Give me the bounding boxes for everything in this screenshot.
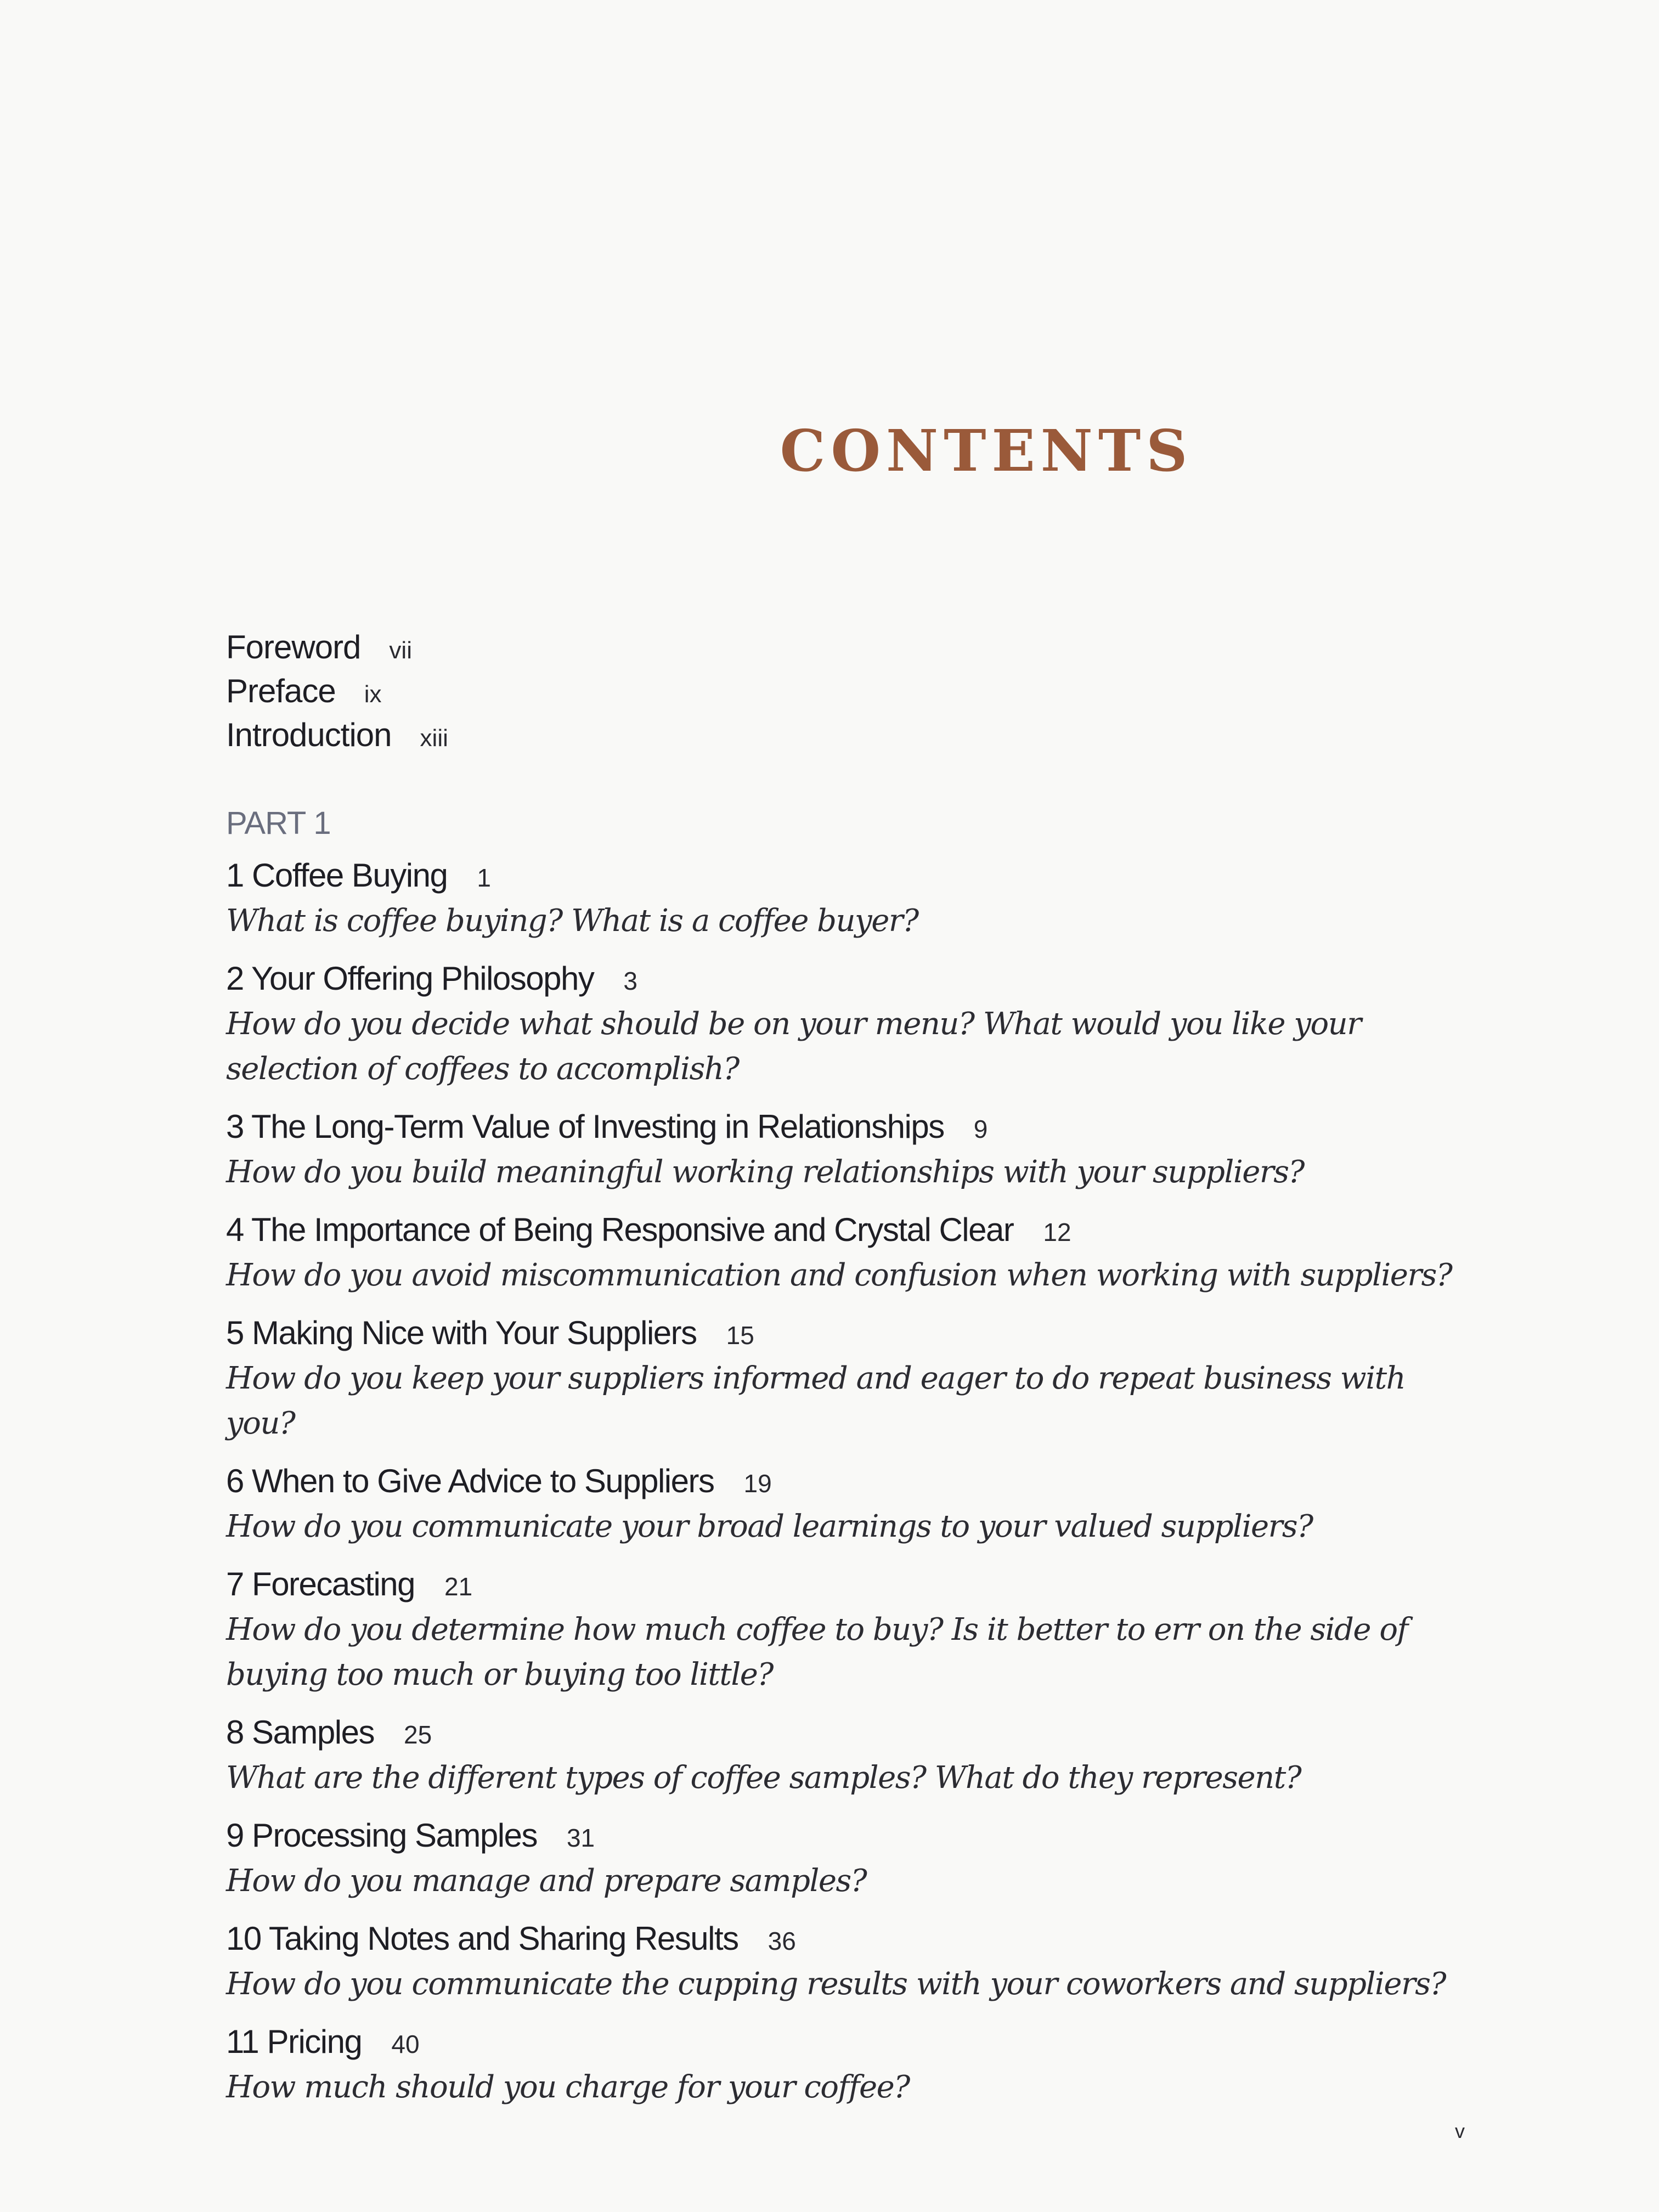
chapter-title: 8 Samples — [226, 1714, 374, 1751]
chapter-heading — [226, 2019, 1466, 2065]
chapter-entry — [226, 2019, 1466, 2110]
chapter-heading — [226, 853, 1466, 899]
chapter-description: How do you communicate the cupping results with your coworkers and suppliers? — [226, 1966, 1446, 2002]
chapter-description: What is coffee buying? What is a coffee buyer? — [226, 903, 918, 939]
chapter-description: How do you keep your suppliers informed and eager to do repeat business with you? — [226, 1361, 1406, 1441]
chapter-description: How much should you charge for your coffee? — [226, 2069, 910, 2105]
chapter-heading — [226, 956, 1466, 1002]
front-matter-list — [226, 625, 1466, 757]
front-matter-page: xiii — [420, 725, 448, 752]
chapter-page-number: 19 — [743, 1469, 772, 1498]
front-matter-item — [226, 669, 1466, 713]
page-folio: v — [1455, 2120, 1465, 2142]
chapter-title: 2 Your Offering Philosophy — [226, 960, 594, 997]
chapter-entry — [226, 853, 1466, 944]
chapter-description: How do you manage and prepare samples? — [226, 1863, 867, 1899]
chapter-entry — [226, 1916, 1466, 2007]
chapter-page-number: 12 — [1043, 1218, 1071, 1246]
chapter-heading — [226, 1916, 1466, 1962]
chapter-entry — [226, 956, 1466, 1092]
chapter-entry — [226, 1458, 1466, 1549]
front-matter-title: Introduction — [226, 716, 392, 753]
chapter-title: 5 Making Nice with Your Suppliers — [226, 1314, 697, 1351]
part-label: PART 1 — [226, 805, 331, 841]
chapter-entry — [226, 1813, 1466, 1904]
chapter-page-number: 1 — [477, 864, 491, 892]
front-matter-title: Foreword — [226, 629, 361, 665]
chapter-description: How do you communicate your broad learnings to your valued suppliers? — [226, 1509, 1313, 1544]
chapter-page-number: 3 — [623, 967, 637, 995]
front-matter-item — [226, 713, 1466, 757]
chapter-title: 7 Forecasting — [226, 1566, 415, 1602]
front-matter-page: ix — [364, 681, 382, 708]
chapter-entry — [226, 1207, 1466, 1298]
chapter-description: What are the different types of coffee samples? What do they represent? — [226, 1760, 1301, 1796]
page-title: CONTENTS — [780, 417, 1193, 484]
chapter-heading — [226, 1104, 1466, 1150]
chapter-heading — [226, 1310, 1466, 1356]
chapter-title: 6 When to Give Advice to Suppliers — [226, 1463, 714, 1499]
front-matter-item — [226, 625, 1466, 669]
chapter-description: How do you avoid miscommunication and confusion when working with suppliers? — [226, 1257, 1452, 1293]
chapter-entry — [226, 1709, 1466, 1801]
chapter-page-number: 15 — [726, 1321, 754, 1350]
chapter-heading — [226, 1561, 1466, 1607]
chapter-title: 4 The Importance of Being Responsive and Crystal Clear — [226, 1211, 1014, 1248]
chapter-description: How do you decide what should be on your menu? What would you like your selection of coffees to accomplish? — [226, 1006, 1361, 1087]
chapter-title: 1 Coffee Buying — [226, 857, 448, 894]
chapter-page-number: 31 — [566, 1824, 595, 1852]
table-of-contents — [226, 625, 1466, 2122]
chapter-entry — [226, 1561, 1466, 1697]
chapter-title: 11 Pricing — [226, 2023, 362, 2060]
chapter-heading — [226, 1458, 1466, 1504]
chapter-entry — [226, 1310, 1466, 1446]
chapter-page-number: 9 — [973, 1115, 988, 1143]
chapter-entry — [226, 1104, 1466, 1195]
chapter-page-number: 36 — [768, 1927, 796, 1955]
chapter-heading — [226, 1709, 1466, 1756]
chapter-page-number: 21 — [444, 1572, 473, 1601]
chapter-page-number: 40 — [391, 2030, 420, 2058]
chapter-list — [226, 853, 1466, 2110]
chapter-title: 3 The Long-Term Value of Investing in Relationships — [226, 1108, 944, 1145]
chapter-title: 9 Processing Samples — [226, 1817, 537, 1854]
front-matter-title: Preface — [226, 673, 336, 709]
chapter-description: How do you determine how much coffee to buy? Is it better to err on the side of buying too much or buying too little? — [226, 1612, 1408, 1692]
chapter-heading — [226, 1813, 1466, 1859]
chapter-title: 10 Taking Notes and Sharing Results — [226, 1920, 738, 1957]
front-matter-page: vii — [389, 637, 412, 664]
chapter-description: How do you build meaningful working relationships with your suppliers? — [226, 1154, 1304, 1190]
chapter-page-number: 25 — [403, 1720, 432, 1749]
chapter-heading — [226, 1207, 1466, 1253]
